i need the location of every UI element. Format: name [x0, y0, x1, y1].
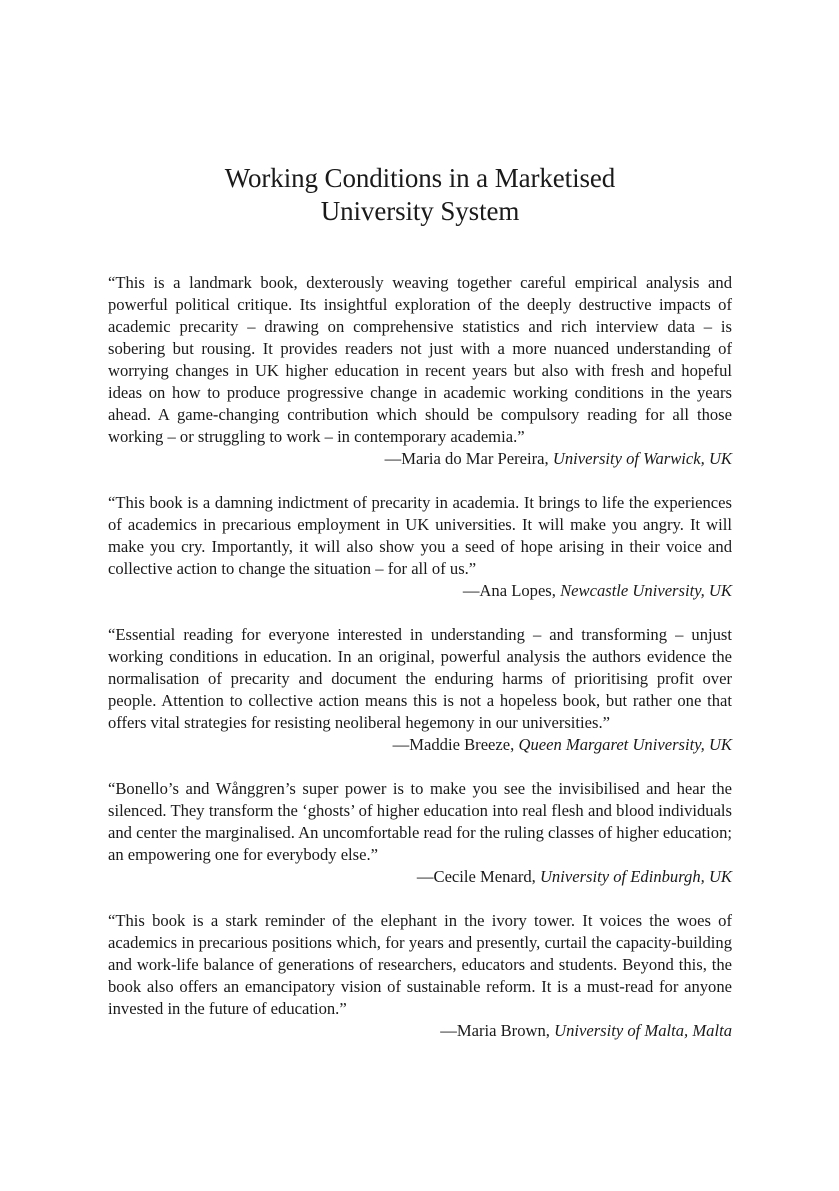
endorsement-attribution — [108, 866, 732, 888]
endorsement — [108, 910, 732, 1042]
endorsement-quote: “This is a landmark book, dexterously weaving together careful empirical analysis and powerful political critique. Its insightful exploration of the deeply destructive impacts of academic precarity – drawing on comprehensive statistics and rich interview data – is sobering but rousing. It provides readers not just with a more nuanced understanding of worrying changes in UK higher education in recent years but also with fresh and hopeful ideas on how to produce progressive change in academic working conditions in the years ahead. A game-changing contribution which should be compulsory reading for all those working – or struggling to work – in contemporary academia.” — [108, 273, 732, 446]
endorsement-attribution — [108, 1020, 732, 1042]
endorser-affiliation: University of Edinburgh, UK — [539, 867, 732, 886]
endorser-name: —Maria Brown, — [440, 1021, 550, 1040]
endorsement-attribution — [108, 448, 732, 470]
endorsement-attribution — [108, 734, 732, 756]
endorser-name: —Cecile Menard, — [416, 867, 536, 886]
book-title-line-2: University System — [320, 196, 520, 226]
endorsement — [108, 778, 732, 888]
endorsement-quote: “Essential reading for everyone interested in understanding – and transforming – unjust working conditions in education. In an original, powerful analysis the authors evidence the normalisation of precarity and document the enduring harms of prioritising profit over people. Attention to collective action means this is not a hopeless book, but rather one that offers vital strategies for resisting neoliberal hegemony in our universities.” — [108, 625, 732, 732]
endorsement-quote: “This book is a stark reminder of the elephant in the ivory tower. It voices the woes of academics in precarious positions which, for years and presently, curtail the capacity-building and work-life balance of generations of researchers, educators and students. Beyond this, the book also offers an emancipatory vision of sustainable reform. It is a must-read for anyone invested in the future of education.” — [108, 911, 732, 1018]
endorser-affiliation: University of Warwick, UK — [552, 449, 732, 468]
book-title — [108, 162, 732, 228]
endorser-name: —Ana Lopes, — [462, 581, 556, 600]
endorsement — [108, 272, 732, 470]
endorser-affiliation: Queen Margaret University, UK — [518, 735, 732, 754]
endorsement — [108, 492, 732, 602]
book-page — [108, 0, 732, 1064]
book-title-line-1: Working Conditions in a Marketised — [224, 163, 616, 193]
endorser-affiliation: University of Malta, Malta — [554, 1021, 732, 1040]
endorsements — [108, 272, 732, 1042]
endorsement-attribution — [108, 580, 732, 602]
endorser-affiliation: Newcastle University, UK — [560, 581, 732, 600]
endorsement-quote: “Bonello’s and Wånggren’s super power is to make you see the invisibilised and hear the silenced. They transform the ‘ghosts’ of higher education into real flesh and blood individuals and center the marginalised. An uncomfortable read for the ruling classes of higher education; an empowering one for everybody else.” — [108, 779, 732, 864]
endorser-name: —Maria do Mar Pereira, — [384, 449, 549, 468]
endorsement — [108, 624, 732, 756]
endorser-name: —Maddie Breeze, — [392, 735, 515, 754]
endorsement-quote: “This book is a damning indictment of precarity in academia. It brings to life the experiences of academics in precarious employment in UK universities. It will make you angry. It will make you cry. Importantly, it will also show you a seed of hope arising in their voice and collective action to change the situation – for all of us.” — [108, 493, 732, 578]
